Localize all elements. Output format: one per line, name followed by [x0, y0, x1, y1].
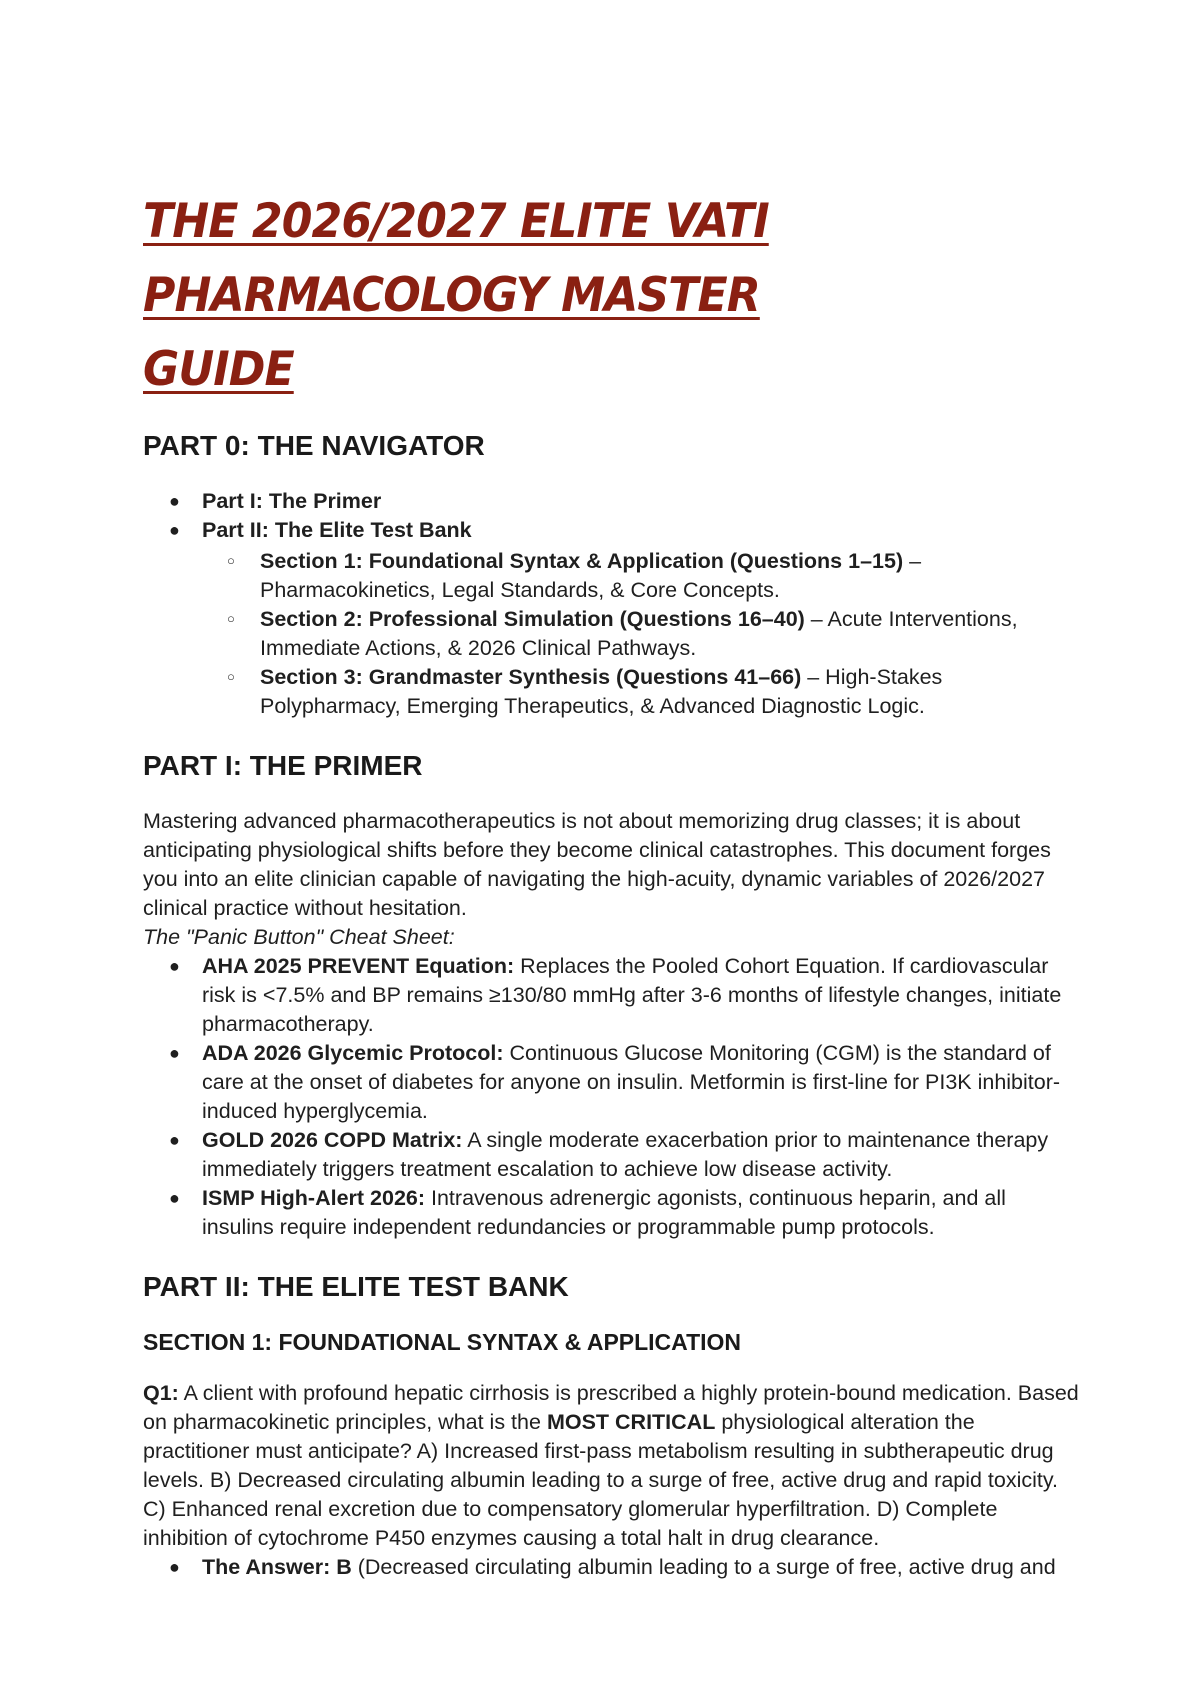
cheat-item-text: Intravenous adrenergic agonists, continuous heparin, and all insulins require independent redundancies or programmable pump protocols. [202, 1186, 1006, 1239]
cheat-item-label: ADA 2026 Glycemic Protocol: [202, 1041, 504, 1065]
section-label: Section 3: Grandmaster Synthesis (Questions 41–66) [260, 665, 802, 689]
navigator-item-label: Part I: The Primer [202, 489, 382, 513]
question-text-continued: physiological alteration the practitioner must anticipate? A) Increased first-pass metabolism resulting in subtherapeutic drug levels. B) Decreased circulating albumin leading to a surge of free, active drug and rapid toxicity. C) Enhanced renal excretion due to compensatory glomerular hyperfiltration. D) Complete inhibition of cytochrome P450 enzymes causing a total halt in drug clearance. [143, 1410, 1059, 1550]
cheat-sheet-label: The "Panic Button" Cheat Sheet: [143, 925, 455, 949]
list-item [143, 1553, 1080, 1582]
cheat-item-text: Replaces the Pooled Cohort Equation. If cardiovascular risk is <7.5% and BP remains ≥130/80 mmHg after 3-6 months of lifestyle changes, initiate pharmacotherapy. [202, 954, 1062, 1036]
section-label: Section 1: Foundational Syntax & Application (Questions 1–15) [260, 549, 904, 573]
hollow-bullet-icon: ○ [227, 611, 235, 626]
list-item [143, 1039, 1080, 1126]
cheat-item-label: GOLD 2026 COPD Matrix: [202, 1128, 463, 1152]
answer-list [143, 1553, 1080, 1582]
navigator-heading: PART 0: THE NAVIGATOR [143, 430, 485, 461]
bullet-icon: ● [169, 1557, 180, 1577]
cheat-item-label: ISMP High-Alert 2026: [202, 1186, 426, 1210]
cheat-item-text: A single moderate exacerbation prior to maintenance therapy immediately triggers treatment escalation to achieve low disease activity. [202, 1128, 1049, 1181]
list-item [143, 663, 1080, 721]
answer-text: (Decreased circulating albumin leading to a surge of free, active drug and [351, 1555, 1056, 1579]
list-item [143, 516, 1080, 545]
navigator-list [143, 487, 1080, 545]
hollow-bullet-icon: ○ [227, 669, 235, 684]
list-item [143, 952, 1080, 1039]
list-item [143, 1184, 1080, 1242]
question-emphasis: MOST CRITICAL [546, 1410, 716, 1434]
section-heading: SECTION 1: FOUNDATIONAL SYNTAX & APPLICATION [143, 1329, 742, 1355]
section-description: – Pharmacokinetics, Legal Standards, & Core Concepts. [260, 549, 922, 602]
bullet-icon: ● [169, 1043, 180, 1063]
section-description: – High-Stakes Polypharmacy, Emerging Therapeutics, & Advanced Diagnostic Logic. [260, 665, 943, 718]
section-description: – Acute Interventions, Immediate Actions, & 2026 Clinical Pathways. [260, 607, 1018, 660]
question-label: Q1: [143, 1381, 179, 1405]
cheat-item-label: AHA 2025 PREVENT Equation: [202, 954, 515, 978]
cheat-sheet-list [143, 952, 1080, 1242]
question-text: A client with profound hepatic cirrhosis is prescribed a highly protein-bound medication. Based on pharmacokinetic principles, what is the [143, 1381, 1079, 1434]
list-item [143, 547, 1080, 605]
question-q1 [143, 1379, 1080, 1553]
cheat-item-text: Continuous Glucose Monitoring (CGM) is the standard of care at the onset of diabetes for anyone on insulin. Metformin is first-line for PI3K inhibitor-induced hyperglycemia. [202, 1041, 1061, 1123]
bullet-icon: ● [169, 491, 180, 511]
navigator-item-label: Part II: The Elite Test Bank [202, 518, 472, 542]
list-item [143, 487, 1080, 516]
bullet-icon: ● [169, 956, 180, 976]
hollow-bullet-icon: ○ [227, 553, 235, 568]
section-label: Section 2: Professional Simulation (Questions 16–40) [260, 607, 805, 631]
list-item [143, 1126, 1080, 1184]
bullet-icon: ● [169, 1130, 180, 1150]
bullet-icon: ● [169, 520, 180, 540]
primer-intro: Mastering advanced pharmacotherapeutics is not about memorizing drug classes; it is about anticipating physiological shifts before they become clinical catastrophes. This document forges you into an elite clinician capable of navigating the high-acuity, dynamic variables of 2026/2027 clinical practice without hesitation. [143, 809, 1051, 920]
list-item [143, 605, 1080, 663]
test-bank-heading: PART II: THE ELITE TEST BANK [143, 1271, 569, 1302]
primer-heading: PART I: THE PRIMER [143, 750, 423, 781]
answer-label: The Answer: B [202, 1555, 352, 1579]
navigator-section-list [143, 547, 1080, 721]
bullet-icon: ● [169, 1188, 180, 1208]
document-title: THE 2026/2027 ELITE VATI PHARMACOLOGY MASTER GUIDE [143, 194, 769, 397]
